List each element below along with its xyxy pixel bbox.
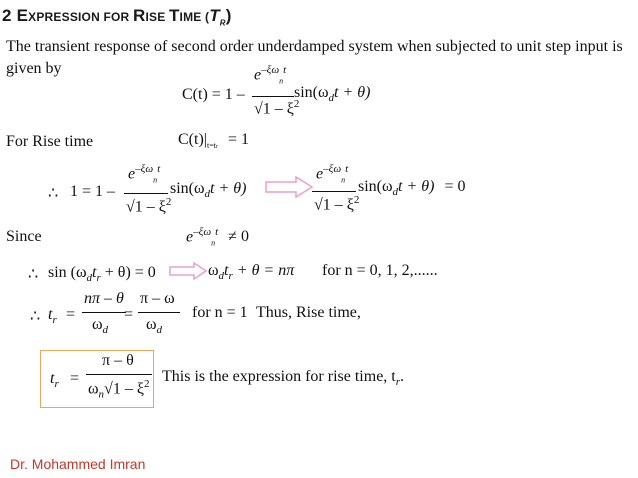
therefore-symbol-3: ∴ [30,308,41,325]
exp-numerator: $e^{-\xi\omega}_n^t$ [254,64,287,86]
sin-term-2: $\sin(\omega_dt + \theta)$ [170,180,247,201]
sin-term-3: $\sin(\omega_dt + \theta) = 0$ [358,178,466,199]
fraction-bar-4 [82,312,126,313]
exp-nonzero: $e^{-\xi\omega}_n^t \ne 0$ [186,226,249,248]
pi-omega: π – ω [140,290,175,307]
fraction-bar-2 [124,193,168,194]
intro-line-2: given by [6,60,62,77]
exp-numerator-3: $e^{-\xi\omega}_n^t$ [316,163,349,185]
exp-numerator-2: $e^{-\xi\omega}_n^t$ [128,163,161,185]
ct-rise-condition: $C(t)|_{t=tr} = 1$ [178,131,249,151]
implies-arrow-2 [168,262,208,280]
author-credit: Dr. Mohammed Imran [10,456,146,472]
for-rise-time-label: For Rise time [6,133,94,150]
omega-d-2: $\omega_d$ [146,316,163,337]
since-label: Since [6,228,42,245]
for-n-list: for n = 0, 1, 2,...... [322,262,438,279]
for-n-1: for n = 1 [192,304,248,321]
equals-3: = [70,370,80,387]
ct-lhs: C(t) = 1 – [182,86,245,103]
fraction-bar-6 [86,374,152,375]
sin-term: $\sin(\omega_dt + \theta)$ [294,84,371,105]
pi-theta: π – θ [102,352,134,369]
tr-result-symbol: $t_r$ [50,370,59,391]
fraction-bar-3 [312,191,356,192]
npi-theta: nπ – θ [84,290,124,307]
therefore-symbol-2: ∴ [28,266,39,283]
tr-symbol: $t_r$ [48,306,57,327]
sqrt-denominator-2: $√1 - \xi^2$ [126,196,172,216]
omega-n-sqrt: $\omega_n√1 - \xi^2$ [88,378,150,401]
thus-rise-time: Thus, Rise time, [256,304,361,321]
fraction-bar [252,96,294,97]
equals-1: = [66,306,76,323]
sqrt-denominator: $√1 - \xi^2$ [254,98,300,118]
implies-arrow [264,176,314,198]
omega-d-1: $\omega_d$ [92,316,109,337]
fraction-bar-5 [138,312,180,313]
section-heading: 2 EXPRESSION FOR RISE TIME $(T_R)$ [2,6,232,28]
omega-tr-eq: $\omega_dt_r + \theta = n\pi$ [208,262,295,283]
one-equals: 1 = 1 – [70,183,116,200]
expression-note: This is the expression for rise time, $t_r$. [162,368,405,389]
therefore-symbol: ∴ [48,185,59,202]
equals-2: = [124,306,134,323]
sqrt-denominator-3: $√1 - \xi^2$ [314,194,360,214]
sin-zero-eq: $\sin (\omega_dt_r + \theta) = 0$ [48,264,156,285]
intro-line-1: The transient response of second order underdamped system when subjected to unit step input is [6,38,623,55]
